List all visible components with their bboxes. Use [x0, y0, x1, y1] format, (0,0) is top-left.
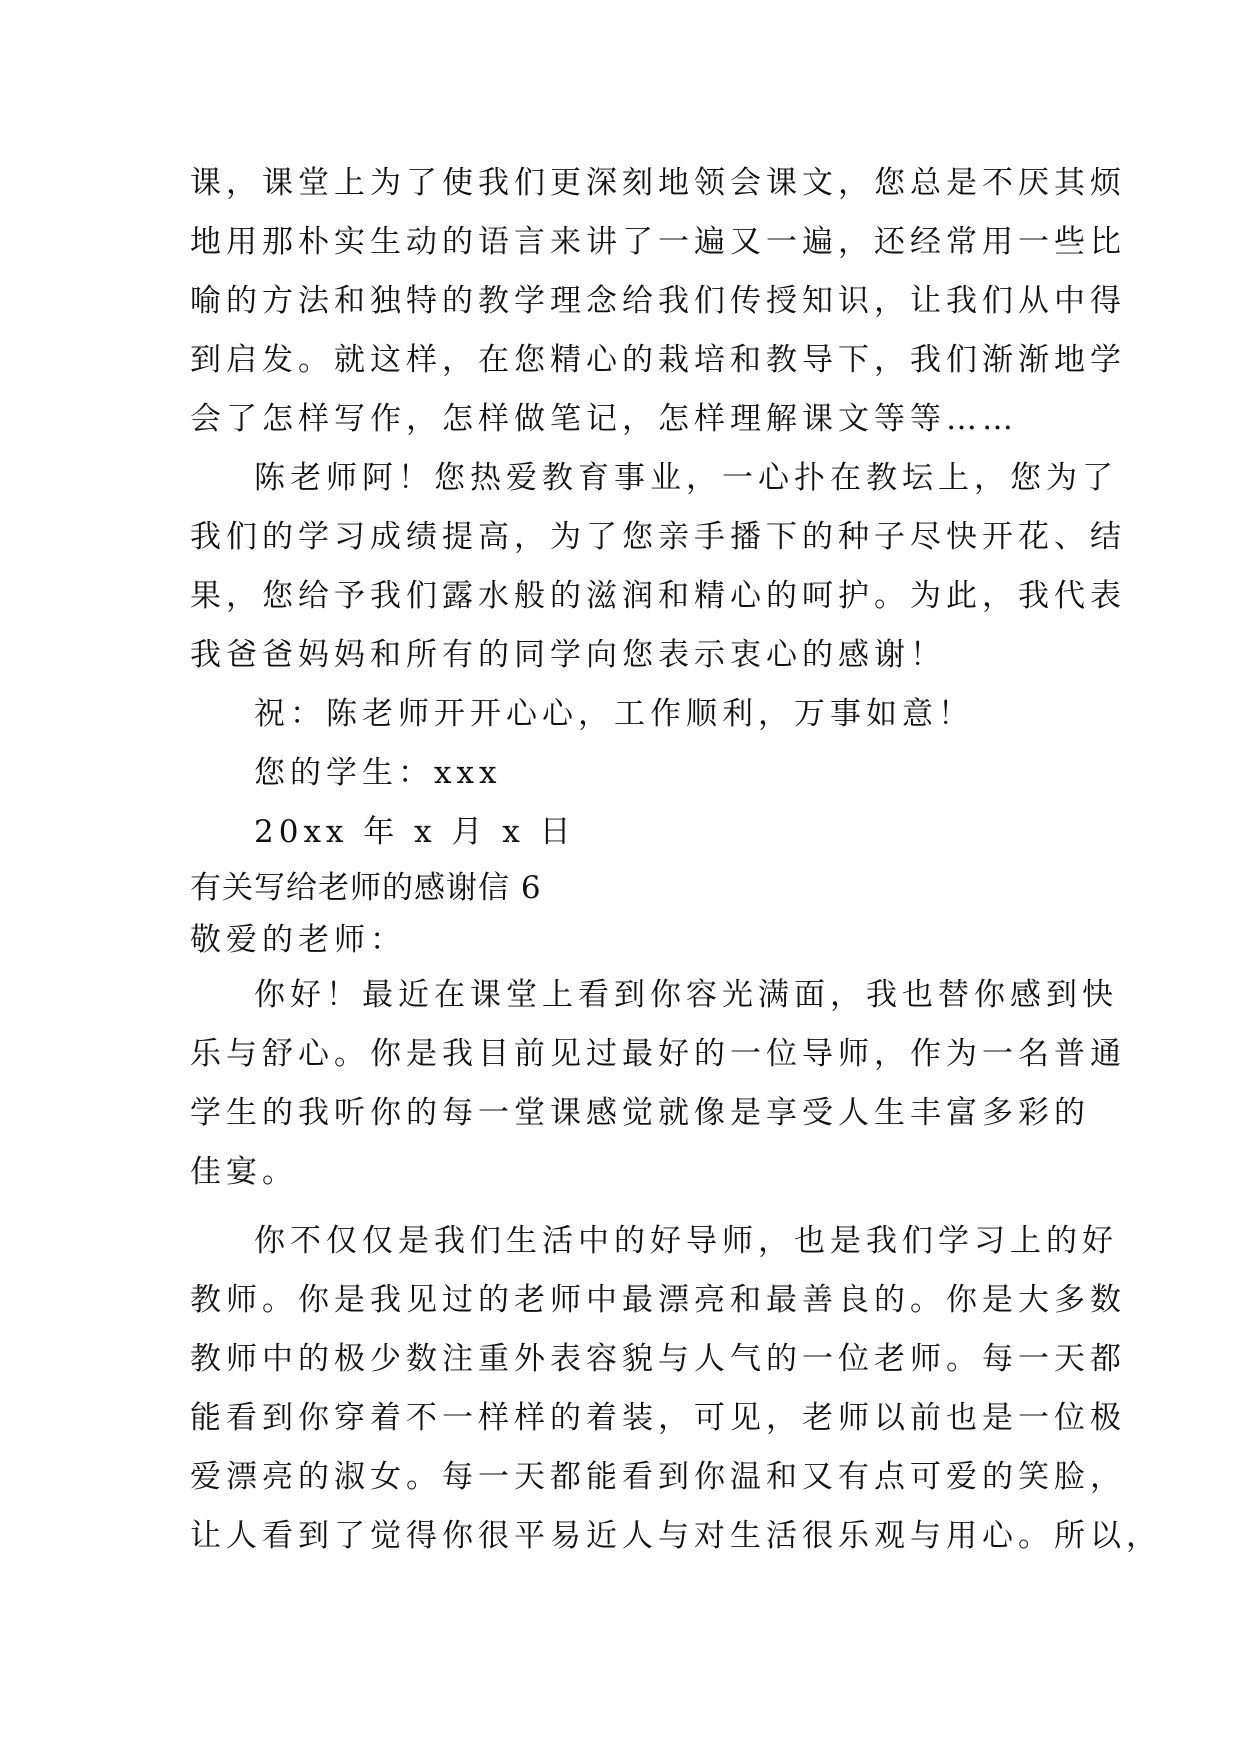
text-line: 佳宴。 [190, 1154, 298, 1190]
text-line: 能看到你穿着不一样样的着装，可见，老师以前也是一位极 [190, 1400, 1126, 1436]
text-line: 乐与舒心。你是我目前见过最好的一位导师，作为一名普通 [190, 1036, 1126, 1072]
text-line: 会了怎样写作，怎样做笔记，怎样理解课文等等…… [190, 401, 1018, 437]
letter-body [190, 154, 1162, 1566]
letter-date: 20xx 年 x 月 x 日 [254, 814, 576, 850]
closing-wish: 祝：陈老师开开心心，工作顺利，万事如意！ [254, 696, 974, 732]
text-line: 我们的学习成绩提高，为了您亲手播下的种子尽快开花、结 [190, 519, 1126, 555]
text-line: 教师中的极少数注重外表容貌与人气的一位老师。每一天都 [190, 1341, 1126, 1377]
text-line: 你好！最近在课堂上看到你容光满面，我也替你感到快 [254, 977, 1118, 1013]
text-line: 让人看到了觉得你很平易近人与对生活很乐观与用心。所以， [190, 1518, 1162, 1554]
section-title: 有关写给老师的感谢信 6 [190, 870, 542, 906]
salutation: 敬爱的老师： [190, 922, 406, 958]
text-line: 喻的方法和独特的教学理念给我们传授知识，让我们从中得 [190, 283, 1126, 319]
signature: 您的学生：xxx [254, 755, 502, 791]
text-line: 教师。你是我见过的老师中最漂亮和最善良的。你是大多数 [190, 1282, 1126, 1318]
text-line: 地用那朴实生动的语言来讲了一遍又一遍，还经常用一些比 [190, 224, 1126, 260]
text-line: 学生的我听你的每一堂课感觉就像是享受人生丰富多彩的 [190, 1095, 1090, 1131]
text-line: 果，您给予我们露水般的滋润和精心的呵护。为此，我代表 [190, 578, 1126, 614]
text-line: 课，课堂上为了使我们更深刻地领会课文，您总是不厌其烦 [190, 165, 1126, 201]
text-line: 爱漂亮的淑女。每一天都能看到你温和又有点可爱的笑脸， [190, 1459, 1126, 1495]
text-line: 我爸爸妈妈和所有的同学向您表示衷心的感谢！ [190, 637, 946, 673]
text-line: 到启发。就这样，在您精心的栽培和教导下，我们渐渐地学 [190, 342, 1126, 378]
text-line: 陈老师阿！您热爱教育事业，一心扑在教坛上，您为了 [254, 460, 1118, 496]
text-line: 你不仅仅是我们生活中的好导师，也是我们学习上的好 [254, 1223, 1118, 1259]
